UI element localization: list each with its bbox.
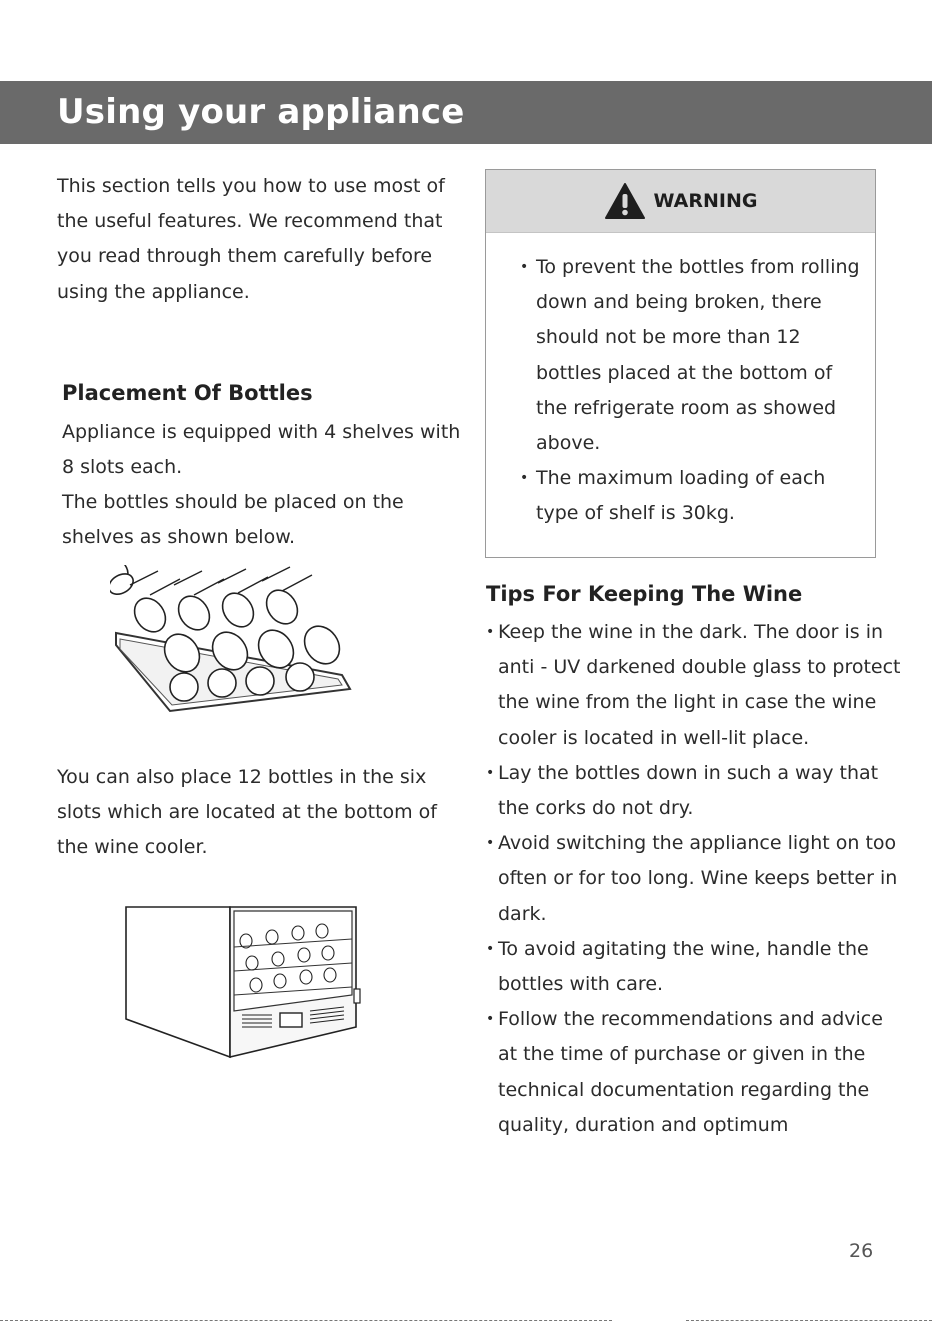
tip-item: • Avoid switching the appliance light on too often or for too long. Wine keeps better in dark. bbox=[486, 826, 906, 932]
tips-list bbox=[486, 615, 906, 1143]
placement-heading: Placement Of Bottles bbox=[62, 381, 313, 405]
warning-item: • To prevent the bottles from rolling down and being broken, there should not be more than 12 bottles placed at the bottom of the refrigerate room as showed above. bbox=[520, 250, 866, 461]
bottom-placement-text: You can also place 12 bottles in the six slots which are located at the bottom of the wine cooler. bbox=[57, 766, 437, 859]
warning-item: • The maximum loading of each type of shelf is 30kg. bbox=[520, 461, 866, 531]
page-title: Using your appliance bbox=[57, 92, 465, 132]
footer-divider bbox=[0, 1320, 612, 1321]
intro-paragraph: This section tells you how to use most of the useful features. We recommend that you read through them carefully before using the appliance. bbox=[57, 175, 445, 303]
warning-list bbox=[520, 250, 866, 532]
warning-icon bbox=[604, 182, 646, 220]
tips-heading: Tips For Keeping The Wine bbox=[486, 582, 803, 606]
page-number: 26 bbox=[849, 1240, 874, 1262]
warning-title: WARNING bbox=[653, 190, 758, 212]
tip-item: • To avoid agitating the wine, handle the bottles with care. bbox=[486, 932, 906, 1002]
shelf-bottles-illustration bbox=[110, 565, 355, 717]
tip-item: • Follow the recommendations and advice at the time of purchase or given in the technical documentation regarding the quality, duration and optimum bbox=[486, 1002, 906, 1143]
footer-divider bbox=[686, 1320, 932, 1321]
warning-header bbox=[486, 170, 875, 233]
warning-box bbox=[485, 169, 876, 558]
tip-item: • Lay the bottles down in such a way that the corks do not dry. bbox=[486, 756, 906, 826]
tip-item: • Keep the wine in the dark. The door is in anti - UV darkened double glass to protect the wine from the light in case the wine cooler is located in well-lit place. bbox=[486, 615, 906, 756]
placement-text-2: The bottles should be placed on the shelves as shown below. bbox=[62, 491, 404, 549]
wine-cooler-illustration bbox=[122, 903, 366, 1063]
placement-text-1: Appliance is equipped with 4 shelves with 8 slots each. bbox=[62, 421, 461, 479]
